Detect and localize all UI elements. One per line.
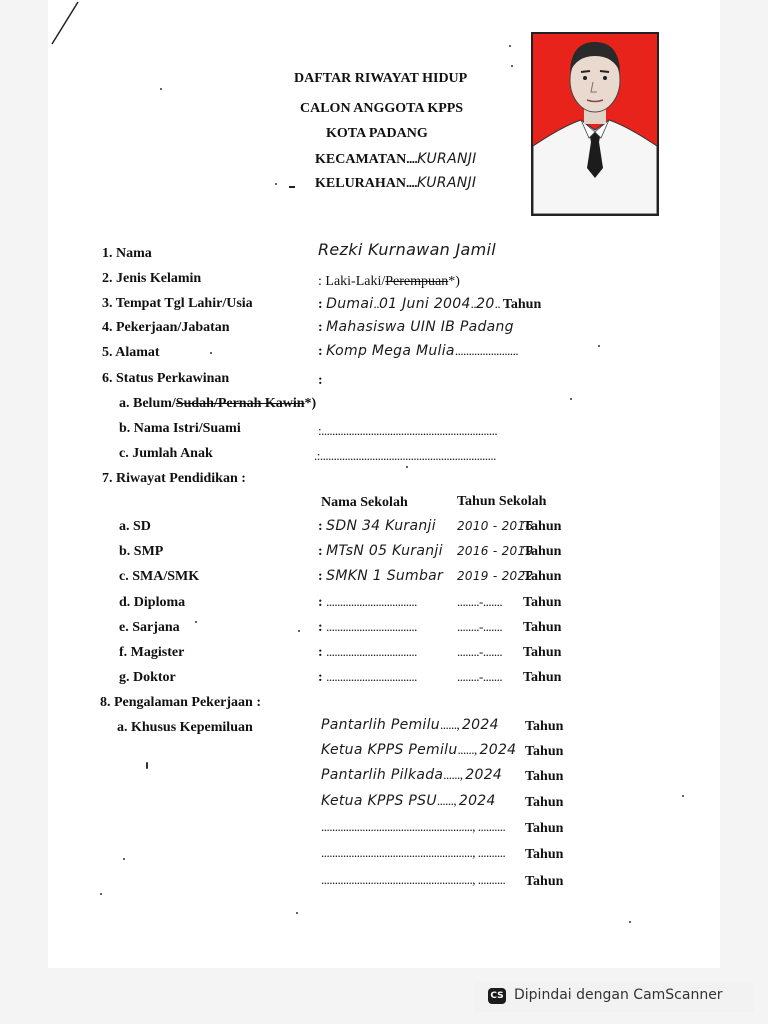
field-value-pekerjaan: : Mahasiswa UIN IB Padang [318, 319, 514, 335]
education-year-unit: Tahun [523, 645, 562, 660]
education-col-school: Nama Sekolah [321, 495, 408, 510]
education-section-title: 7. Riwayat Pendidikan : [102, 471, 246, 486]
kecamatan-label: KECAMATAN [315, 152, 407, 167]
education-years-value: 2016 - 2019 [457, 544, 534, 558]
field-value-nama: Rezki Kurnawan Jamil [318, 240, 496, 259]
field-label-alamat: 5. Alamat [102, 345, 160, 360]
experience-year: 2024 [479, 742, 517, 758]
speck [100, 893, 102, 895]
speck [598, 345, 600, 347]
education-school: : SDN 34 Kuranji [318, 518, 436, 534]
field-label-ttl: 3. Tempat Tgl Lahir/Usia [102, 296, 253, 311]
profile-photo [531, 32, 659, 216]
blank-line-anak: .:................................................................ [314, 448, 496, 463]
education-years-value: 2010 - 2016 [457, 519, 534, 533]
experience-entry: Pantarlih Pilkada......, 2024 [321, 767, 503, 783]
speck [146, 762, 148, 769]
speck [123, 858, 125, 860]
education-year-unit: Tahun [523, 569, 562, 584]
field-value-jenis-kelamin [318, 274, 460, 290]
experience-sub-label: a. Khusus Kepemiluan [117, 720, 253, 735]
experience-entry: ......................................................., .......... [321, 819, 506, 834]
experience-year-unit: Tahun [525, 769, 564, 784]
education-year-unit: Tahun [523, 595, 562, 610]
education-years: ........-....... [457, 619, 503, 634]
education-years [457, 567, 533, 585]
field-label-jenis-kelamin: 2. Jenis Kelamin [102, 271, 202, 286]
experience-role: Pantarlih Pilkada [321, 767, 444, 783]
speck [406, 466, 408, 468]
pekerjaan-text: Mahasiswa UIN IB Padang [326, 319, 514, 335]
field-label-nama: 1. Nama [102, 246, 152, 261]
experience-role: Pantarlih Pemilu [321, 717, 440, 733]
education-school-value: SMKN 1 Sumbar [326, 568, 444, 584]
speck [296, 912, 298, 914]
education-level: f. Magister [119, 645, 185, 660]
footnote-mark: *) [448, 274, 460, 289]
scanner-watermark-text: Dipindai dengan CamScanner [514, 987, 723, 1003]
education-school-value: SDN 34 Kuranji [326, 518, 436, 534]
education-level: d. Diploma [119, 595, 186, 610]
experience-entry: Ketua KPPS PSU......, 2024 [321, 793, 496, 809]
experience-entry: Pantarlih Pemilu......, 2024 [321, 717, 499, 733]
speck [509, 45, 511, 47]
speck [160, 88, 162, 90]
status-option-a [119, 396, 316, 412]
status-belum: a. Belum/ [119, 396, 176, 411]
scanner-watermark [474, 982, 754, 1012]
experience-year-unit: Tahun [525, 847, 564, 862]
speck [570, 398, 572, 400]
kelurahan-label: KELURAHAN [315, 176, 407, 191]
experience-year-unit: Tahun [525, 719, 564, 734]
portrait-image [533, 34, 657, 214]
education-school-value: MTsN 05 Kuranji [326, 543, 443, 559]
speck [210, 352, 212, 354]
education-level: e. Sarjana [119, 620, 180, 635]
speck [275, 183, 277, 185]
education-years [457, 542, 533, 560]
jenis-kelamin-option-laki: : Laki-Laki/ [318, 274, 386, 289]
speck [289, 186, 295, 188]
education-years [457, 517, 533, 535]
experience-entry: ......................................................., .......... [321, 845, 506, 860]
kelurahan-row: KELURAHAN....KURANJI [315, 175, 477, 191]
experience-year-unit: Tahun [525, 821, 564, 836]
field-label-status: 6. Status Perkawinan [102, 371, 230, 386]
education-level: g. Doktor [119, 670, 176, 685]
age-unit: Tahun [502, 297, 542, 312]
experience-role: Ketua KPPS PSU [321, 793, 437, 809]
education-school: : SMKN 1 Sumbar [318, 568, 444, 584]
corner-mark [48, 0, 88, 50]
kelurahan-value: KURANJI [417, 175, 477, 191]
education-years: ........-....... [457, 669, 503, 684]
experience-section-title: 8. Pengalaman Pekerjaan : [100, 695, 261, 710]
colon: : [318, 373, 323, 388]
kecamatan-value: KURANJI [417, 151, 477, 167]
speck [298, 630, 300, 632]
education-year-unit: Tahun [523, 519, 562, 534]
status-sudah-struck: Sudah/Pernah Kawin [175, 396, 305, 411]
field-value-alamat: : Komp Mega Mulia....................... [318, 343, 519, 359]
speck [682, 795, 684, 797]
experience-year: 2024 [461, 717, 499, 733]
experience-year: 2024 [465, 767, 503, 783]
experience-year-unit: Tahun [525, 744, 564, 759]
experience-entry: ......................................................., .......... [321, 872, 506, 887]
education-school: : MTsN 05 Kuranji [318, 543, 443, 559]
education-years: ........-....... [457, 644, 503, 659]
education-years: ........-....... [457, 594, 503, 609]
jenis-kelamin-option-perempuan: Perempuan [385, 274, 449, 289]
speck [511, 65, 513, 67]
education-school: : ................................. [318, 619, 417, 635]
age-value: 20 [476, 296, 495, 312]
field-value-ttl: : Dumai..01 Juni 2004..20.. Tahun [318, 296, 542, 312]
education-level: a. SD [119, 519, 151, 534]
camscanner-icon: CS [488, 988, 506, 1004]
education-year-unit: Tahun [523, 544, 562, 559]
field-label-pekerjaan: 4. Pekerjaan/Jabatan [102, 320, 230, 335]
education-level: b. SMP [119, 544, 164, 559]
education-year-unit: Tahun [523, 670, 562, 685]
header-line-2: CALON ANGGOTA KPPS [300, 101, 464, 116]
speck [195, 621, 197, 623]
document-title: DAFTAR RIWAYAT HIDUP [294, 71, 468, 86]
education-school: : ................................. [318, 669, 417, 685]
birth-date: 01 Juni 2004 [378, 296, 471, 312]
experience-year-unit: Tahun [525, 795, 564, 810]
experience-year: 2024 [458, 793, 496, 809]
experience-role: Ketua KPPS Pemilu [321, 742, 458, 758]
footnote-mark: *) [304, 396, 317, 411]
status-label-c: c. Jumlah Anak [119, 446, 213, 461]
blank-line-pasangan: :................................................................ [318, 423, 498, 438]
education-school: : ................................. [318, 644, 417, 660]
education-year-unit: Tahun [523, 620, 562, 635]
alamat-text: Komp Mega Mulia [326, 343, 455, 359]
education-level: c. SMA/SMK [119, 569, 200, 584]
birth-place: Dumai [326, 296, 374, 312]
kecamatan-row: KECAMATAN....KURANJI [315, 151, 477, 167]
speck [629, 921, 631, 923]
education-years-value: 2019 - 2022 [457, 569, 534, 583]
experience-year-unit: Tahun [525, 874, 564, 889]
header-line-3: KOTA PADANG [326, 126, 428, 141]
education-school: : ................................. [318, 594, 417, 610]
experience-entry: Ketua KPPS Pemilu......, 2024 [321, 742, 517, 758]
education-col-year: Tahun Sekolah [457, 494, 547, 509]
status-label-b: b. Nama Istri/Suami [119, 421, 241, 436]
